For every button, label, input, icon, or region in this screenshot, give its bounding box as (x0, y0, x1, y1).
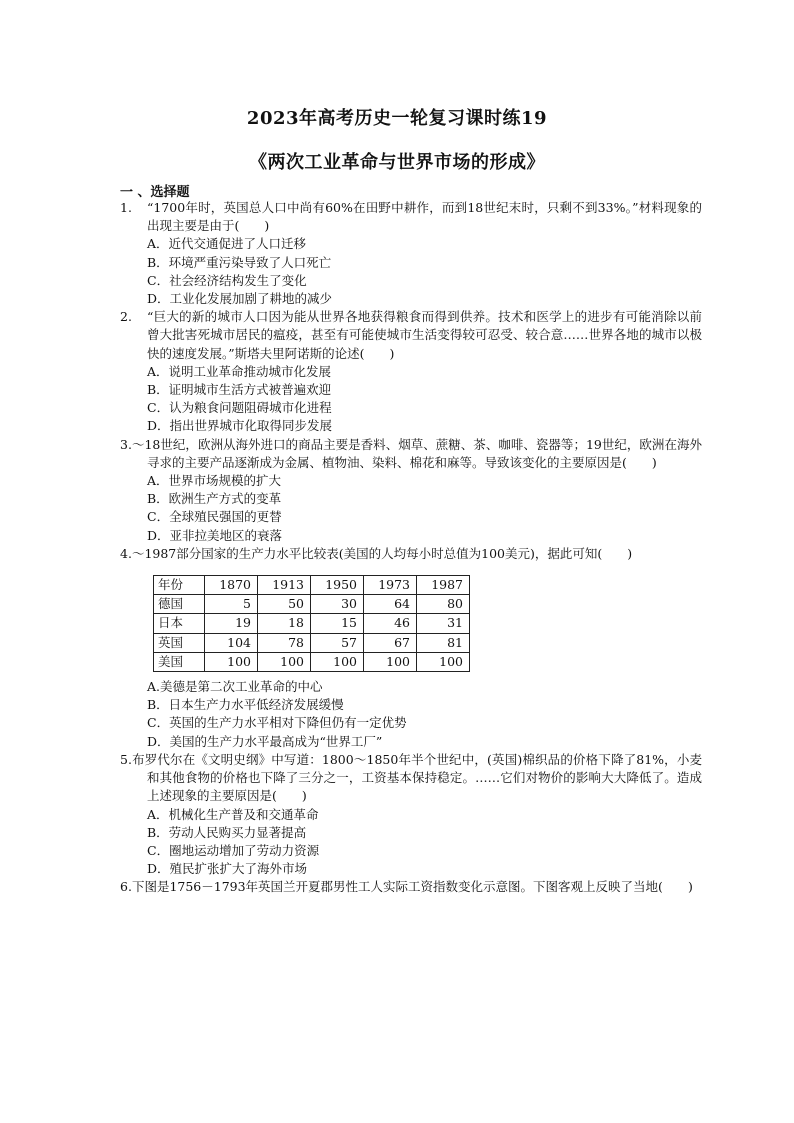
table-cell: 18 (258, 614, 311, 633)
option-b: B．欧洲生产方式的变革 (147, 491, 282, 507)
table-cell: 15 (311, 614, 364, 633)
table-row (154, 614, 470, 633)
document-title: 2023年高考历史一轮复习课时练19 (246, 108, 548, 129)
table-header-cell: 1973 (364, 576, 417, 595)
question-number: 6. (120, 879, 132, 895)
table-cell: 67 (364, 633, 417, 652)
option-d: D．工业化发展加剧了耕地的减少 (147, 291, 333, 307)
option-d: D．指出世界城市化取得同步发展 (147, 418, 333, 434)
table-header-cell: 1913 (258, 576, 311, 595)
question-stem: ～1987部分国家的生产力水平比较表(美国的人均每小时总值为100美元)，据此可知( ) (131, 545, 633, 561)
option-b: B．日本生产力水平低经济发展缓慢 (147, 697, 344, 713)
table-header-cell: 1870 (205, 576, 258, 595)
table-row-label: 日本 (154, 614, 205, 633)
table-row-label: 美国 (154, 652, 205, 671)
question-1 (120, 199, 702, 308)
option-a: A．近代交通促进了人口迁移 (147, 236, 307, 252)
option-a: A.美德是第二次工业革命的中心 (147, 679, 323, 695)
table-cell: 81 (417, 633, 470, 652)
table-cell: 64 (364, 595, 417, 614)
table-header-row (154, 576, 470, 595)
table-cell: 31 (417, 614, 470, 633)
option-d: D．殖民扩张扩大了海外市场 (147, 861, 308, 877)
option-a: A．机械化生产普及和交通革命 (147, 806, 319, 822)
table-cell: 19 (205, 614, 258, 633)
table-cell: 46 (364, 614, 417, 633)
option-a: A．世界市场规模的扩大 (147, 473, 282, 489)
section-heading: 一 、选择题 (120, 185, 190, 200)
option-c: C．圈地运动增加了劳动力资源 (147, 842, 320, 858)
table-header-cell: 1987 (417, 576, 470, 595)
question-number: 3. (120, 436, 132, 452)
option-a: A．说明工业革命推动城市化发展 (147, 363, 332, 379)
option-c: C．英国的生产力水平相对下降但仍有一定优势 (147, 715, 407, 731)
option-b: B．环境严重污染导致了人口死亡 (147, 254, 332, 270)
table-row (154, 595, 470, 614)
table-cell: 57 (311, 633, 364, 652)
question-stem: 布罗代尔在《文明史纲》中写道：1800～1850年半个世纪中，(英国)棉织品的价格下降了81%，小麦和其他食物的价格也下降了三分之一，工资基本保持稳定。……它们对物价的影响大大降低了。造成上述现象的主要原因是( ) (131, 751, 702, 804)
table-row (154, 633, 470, 652)
question-number: 1. (120, 200, 132, 215)
question-3 (120, 436, 702, 545)
table-cell: 5 (205, 595, 258, 614)
table-row (154, 652, 470, 671)
table-row-label: 德国 (154, 595, 205, 614)
table-cell: 100 (258, 652, 311, 671)
question-2 (120, 308, 702, 435)
question-list (120, 199, 702, 897)
question-5 (120, 751, 702, 878)
table-cell: 100 (417, 652, 470, 671)
table-header-cell: 年份 (154, 576, 205, 595)
question-stem: “1700年时，英国总人口中尚有60%在田野中耕作，而到18世纪末时，只剩不到33%。”材料现象的出现主要是由于( ) (147, 200, 702, 234)
question-number: 2. (120, 309, 132, 325)
table-cell: 100 (311, 652, 364, 671)
option-c: C．认为粮食问题阻碍城市化进程 (147, 400, 332, 416)
table-cell: 100 (205, 652, 258, 671)
table-cell: 78 (258, 633, 311, 652)
option-b: B．证明城市生活方式被普遍欢迎 (147, 382, 332, 398)
table-row-label: 英国 (154, 633, 205, 652)
question-number: 4. (120, 545, 132, 561)
option-b: B．劳动人民购买力显著提高 (147, 824, 307, 840)
option-d: D．亚非拉美地区的衰落 (147, 527, 283, 543)
question-stem: 下图是1756－1793年英国兰开夏郡男性工人实际工资指数变化示意图。下图客观上反映了当地( ) (131, 879, 693, 895)
table-cell: 50 (258, 595, 311, 614)
question-4 (120, 545, 702, 751)
productivity-table (153, 575, 470, 672)
question-stem: “巨大的新的城市人口因为能从世界各地获得粮食而得到供养。技术和医学上的进步有可能消除以前曾大批害死城市居民的瘟疫，甚至有可能使城市生活变得较可忍受、较合意……世界各地的城市以极快的速度发展。”斯塔夫里阿诺斯的论述( ) (147, 309, 702, 361)
option-c: C．全球殖民强国的更替 (147, 509, 282, 525)
question-stem: ～18世纪，欧洲从海外进口的商品主要是香料、烟草、蔗糖、茶、咖啡、瓷器等；19世纪，欧洲在海外寻求的主要产品逐渐成为金属、植物油、染料、棉花和麻等。导致该变化的主要原因是( ) (131, 436, 702, 470)
table-header-cell: 1950 (311, 576, 364, 595)
table-cell: 104 (205, 633, 258, 652)
option-d: D．美国的生产力水平最高成为“世界工厂” (147, 733, 383, 749)
table-cell: 30 (311, 595, 364, 614)
table-cell: 100 (364, 652, 417, 671)
question-6 (120, 878, 702, 896)
document-subtitle: 《两次工业革命与世界市场的形成》 (249, 152, 545, 173)
option-c: C．社会经济结构发生了变化 (147, 272, 307, 288)
question-number: 5. (120, 751, 132, 767)
table-cell: 80 (417, 595, 470, 614)
